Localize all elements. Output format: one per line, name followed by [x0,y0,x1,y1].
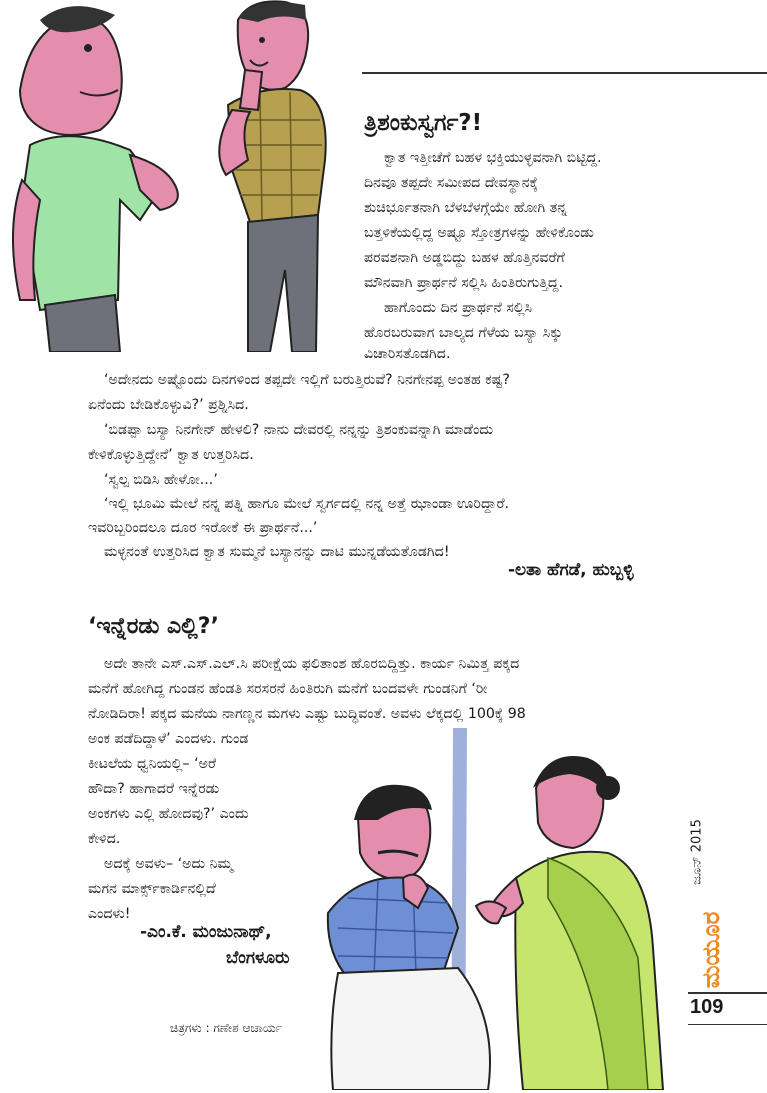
magazine-name: ಮಯೂರ [697,911,725,989]
story2-line: ಅದಕ್ಕೆ ಅವಳು– ‘ಅದು ನಿಮ್ಮ [104,856,233,872]
story1-line: ಬತ್ತಳಿಕೆಯಲ್ಲಿದ್ದ ಅಷ್ಟೂ ಸ್ತೋತ್ರಗಳನ್ನು ಹೇಳಿಕೊಂಡು [364,225,594,241]
story1-line: ‘ಅದೇನದು ಅಷ್ಟೊಂದು ದಿನಗಳಿಂದ ತಪ್ಪದೇ ಇಲ್ಲಿಗೆ ಬರುತ್ತಿರುವೆ? ನಿನಗೇನಪ್ಪ ಅಂತಹ ಕಷ್ಟ? [104,372,510,388]
story1-line: ವಿಚಾರಿಸತೊಡಗಿದ. [364,346,451,362]
story2-line: ಹೌದಾ? ಹಾಗಾದರೆ ಇನ್ನೆರಡು [88,781,220,797]
story1-line: ಮೌನವಾಗಿ ಪ್ರಾರ್ಥನೆ ಸಲ್ಲಿಸಿ ಹಿಂತಿರುಗುತ್ತಿದ್ದ. [364,275,564,291]
story1-line: ಪರವಶನಾಗಿ ಅಡ್ಡಬಿದ್ದು ಬಹಳ ಹೊತ್ತಿನವರೆಗೆ [364,250,565,266]
magazine-date: ಜೂನ್ 2015 [689,819,705,885]
story1-line: ಹಾಗೊಂದು ದಿನ ಪ್ರಾರ್ಥನೆ ಸಲ್ಲಿಸಿ [384,300,533,316]
story1-line: ದಿನವೂ ತಪ್ಪದೇ ಸಮೀಪದ ದೇವಸ್ಥಾನಕ್ಕೆ [364,175,538,191]
story1-line: ಶುಚಿರ್ಭೂತನಾಗಿ ಬೆಳಬೆಳಗ್ಗೆಯೇ ಹೋಗಿ ತನ್ನ [364,200,568,216]
story1-line: ‘ಇಲ್ಲಿ ಭೂಮಿ ಮೇಲೆ ನನ್ನ ಪತ್ನಿ ಹಾಗೂ ಮೇಲೆ ಸ್ವರ್ಗದಲ್ಲಿ ನನ್ನ ಅತ್ತೆ ಝಾಂಡಾ ಊರಿದ್ದಾರೆ. [104,496,510,512]
story2-line: ಕೀಟಲೆಯ ಧ್ವನಿಯಲ್ಲಿ– ‘ಅರೆ [88,756,217,772]
story2-line: ಮಗನ ಮಾರ್ಕ್ಸ್‌ಕಾರ್ಡಿನಲ್ಲಿದೆ [88,881,216,897]
story1-line: ‘ಸ್ವಲ್ಪ ಬಿಡಿಸಿ ಹೇಳೋ...’ [104,472,218,488]
story2-line: ನೋಡಿದಿರಾ! ಪಕ್ಕದ ಮನೆಯ ನಾಗಣ್ಣನ ಮಗಳು ಎಷ್ಟು ಬುದ್ಧಿವಂತೆ. ಅವಳು ಲೆಕ್ಕದಲ್ಲಿ 100ಕ್ಕೆ 98 [88,706,526,722]
story2-byline-name: -ಎಂ.ಕೆ. ಮಂಜುನಾಥ್, [140,922,272,942]
story2-line: ಕೇಳಿದ. [88,831,121,847]
story2-line: ಅದೇ ತಾನೇ ಎಸ್.ಎಸ್.ಎಲ್.ಸಿ ಪರೀಕ್ಷೆಯ ಫಲಿತಾಂಶ ಹೊರಬಿದ್ದಿತ್ತು. ಕಾರ್ಯ ನಿಮಿತ್ತ ಪಕ್ಕದ [104,656,520,672]
story1-line: ಏನೆಂದು ಬೇಡಿಕೊಳ್ಳುವಿ?’ ಪ್ರಶ್ನಿಸಿದ. [88,397,249,413]
illustration-two-men-talking [0,0,360,352]
story2-line: ಮನೆಗೆ ಹೋಗಿದ್ದ ಗುಂಡನ ಹೆಂಡತಿ ಸರಸರನೆ ಹಿಂತಿರುಗಿ ಮನೆಗೆ ಬಂದವಳೇ ಗುಂಡನಿಗೆ ‘ರೀ [88,681,488,697]
page-number-rule-top [688,992,767,994]
story2-line: ಎಂದಳು! [88,906,131,922]
story1-line: ಇವರಿಬ್ಬರಿಂದಲೂ ದೂರ ಇರೋಕೆ ಈ ಪ್ರಾರ್ಥನೆ...’ [88,520,318,536]
story1-line: ಕೇಳಿಕೊಳ್ಳುತ್ತಿದ್ದೇನೆ’ ಕ್ವಾತ ಉತ್ತರಿಸಿದ. [88,447,254,463]
illustration-credit: ಚಿತ್ರಗಳು : ಗಣೇಶ ಆಚಾರ್ಯ [170,1021,282,1035]
story1-line: ‘ಬಿಡಪ್ಪಾ ಬಸ್ಯಾ ನಿನಗೇನ್ ಹೇಳಲಿ? ನಾನು ದೇವರಲ್ಲಿ ನನ್ನನ್ನು ತ್ರಿಶಂಕುವನ್ನಾಗಿ ಮಾಡೆಂದು [104,422,494,438]
header-divider [362,72,767,74]
story2-title: ‘ಇನ್ನೆರಡು ಎಲ್ಲಿ?’ [88,614,219,639]
story1-line: ಕ್ವಾತ ಇತ್ತೀಚೆಗೆ ಬಹಳ ಭಕ್ತಿಯುಳ್ಳವನಾಗಿ ಬಿಟ್ಟಿದ್ದ. [384,150,602,166]
story1-byline: -ಲತಾ ಹೆಗಡೆ, ಹುಬ್ಬಳ್ಳಿ [508,560,634,580]
illustration-couple [308,728,680,1090]
story2-byline-city: ಬೆಂಗಳೂರು [226,948,290,968]
story2-line: ಅಂಕಗಳು ಎಲ್ಲಿ ಹೋದವು?’ ಎಂದು [88,806,249,822]
story2-line: ಅಂಕ ಪಡೆದಿದ್ದಾಳೆ’ ಎಂದಳು. ಗುಂಡ [88,731,249,747]
page-number-rule-bottom [688,1024,767,1025]
story1-line: ಮಳ್ಳನಂತೆ ಉತ್ತರಿಸಿದ ಕ್ವಾತ ಸುಮ್ಮನೆ ಬಸ್ಯಾನನ್ನು ದಾಟಿ ಮುನ್ನಡೆಯತೊಡಗಿದ! [104,544,450,560]
story1-line: ಹೊರಬರುವಾಗ ಬಾಲ್ಯದ ಗೆಳೆಯ ಬಸ್ಯಾ ಸಿಕ್ಕು [364,325,563,341]
story1-title: ತ್ರಿಶಂಕುಸ್ವರ್ಗ?! [364,110,483,136]
page-number: 109 [690,996,724,1018]
